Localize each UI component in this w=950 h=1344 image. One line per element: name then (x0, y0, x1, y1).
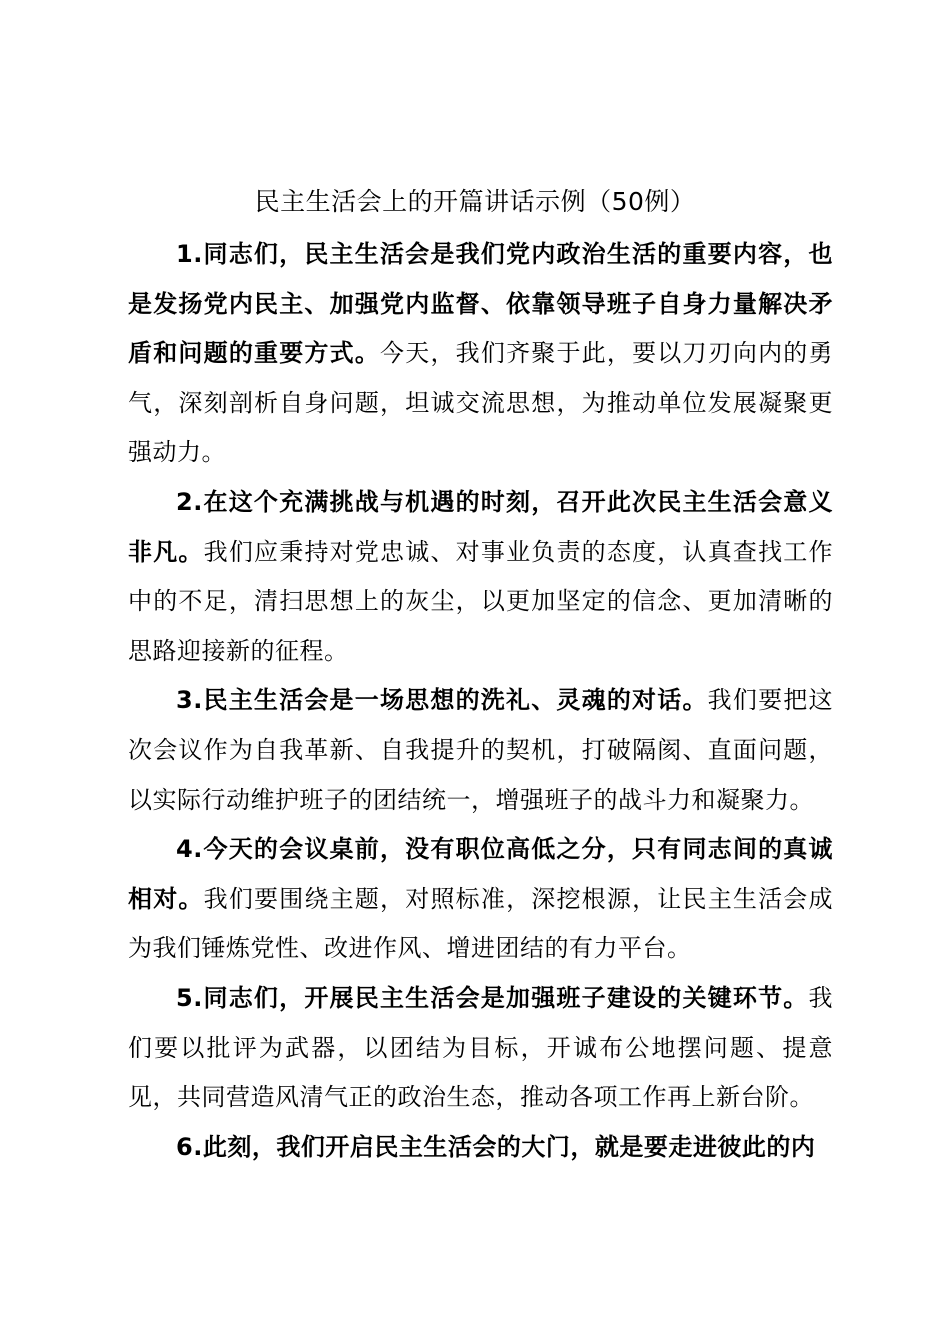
paragraph-4 (128, 825, 833, 974)
paragraph-text: 我们要以批评为武器，以团结为目标，开诚布公地摆问题、提意见，共同营造风清气正的政治生态，推动各项工作再上新台阶。 (128, 983, 833, 1112)
paragraph-text: 我们要围绕主题，对照标准，深挖根源，让民主生活会成为我们锤炼党性、改进作风、增进团结的有力平台。 (128, 884, 834, 963)
paragraph-lead: 6.此刻，我们开启民主生活会的大门，就是要走进彼此的内 (176, 1132, 816, 1161)
paragraph-text: 我们应秉持对党忠诚、对事业负责的态度，认真查找工作中的不足，清扫思想上的灰尘，以更加坚定的信念、更加清晰的思路迎接新的征程。 (128, 537, 834, 665)
paragraph-lead: 2.在这个充满挑战与机遇的时刻，召开此次民主生活会意义非凡。 (128, 487, 833, 566)
paragraph-lead: 1.同志们，民主生活会是我们党内政治生活的重要内容，也是发扬党内民主、加强党内监督、依靠领导班子自身力量解决矛盾和问题的重要方式。 (128, 240, 833, 368)
document-body (128, 230, 833, 1172)
paragraph-3 (128, 676, 833, 825)
paragraph-lead: 5.同志们，开展民主生活会是加强班子建设的关键环节。 (176, 983, 809, 1012)
paragraph-6 (128, 1123, 833, 1173)
paragraph-5 (128, 974, 833, 1123)
paragraph-lead: 4.今天的会议桌前，没有职位高低之分，只有同志间的真诚相对。 (128, 835, 833, 913)
document-title: 民主生活会上的开篇讲话示例（50例） (254, 187, 696, 216)
paragraph-text: 我们要把这次会议作为自我革新、自我提升的契机，打破隔阂、直面问题，以实际行动维护班子的团结统一，增强班子的战斗力和凝聚力。 (128, 686, 833, 814)
paragraph-text: 今天，我们齐聚于此，要以刀刃向内的勇气，深刻剖析自身问题，坦诚交流思想，为推动单位发展凝聚更强动力。 (128, 339, 834, 467)
paragraph-1 (128, 230, 833, 478)
paragraph-lead: 3.民主生活会是一场思想的洗礼、灵魂的对话。 (176, 686, 708, 715)
paragraph-2 (128, 478, 833, 676)
